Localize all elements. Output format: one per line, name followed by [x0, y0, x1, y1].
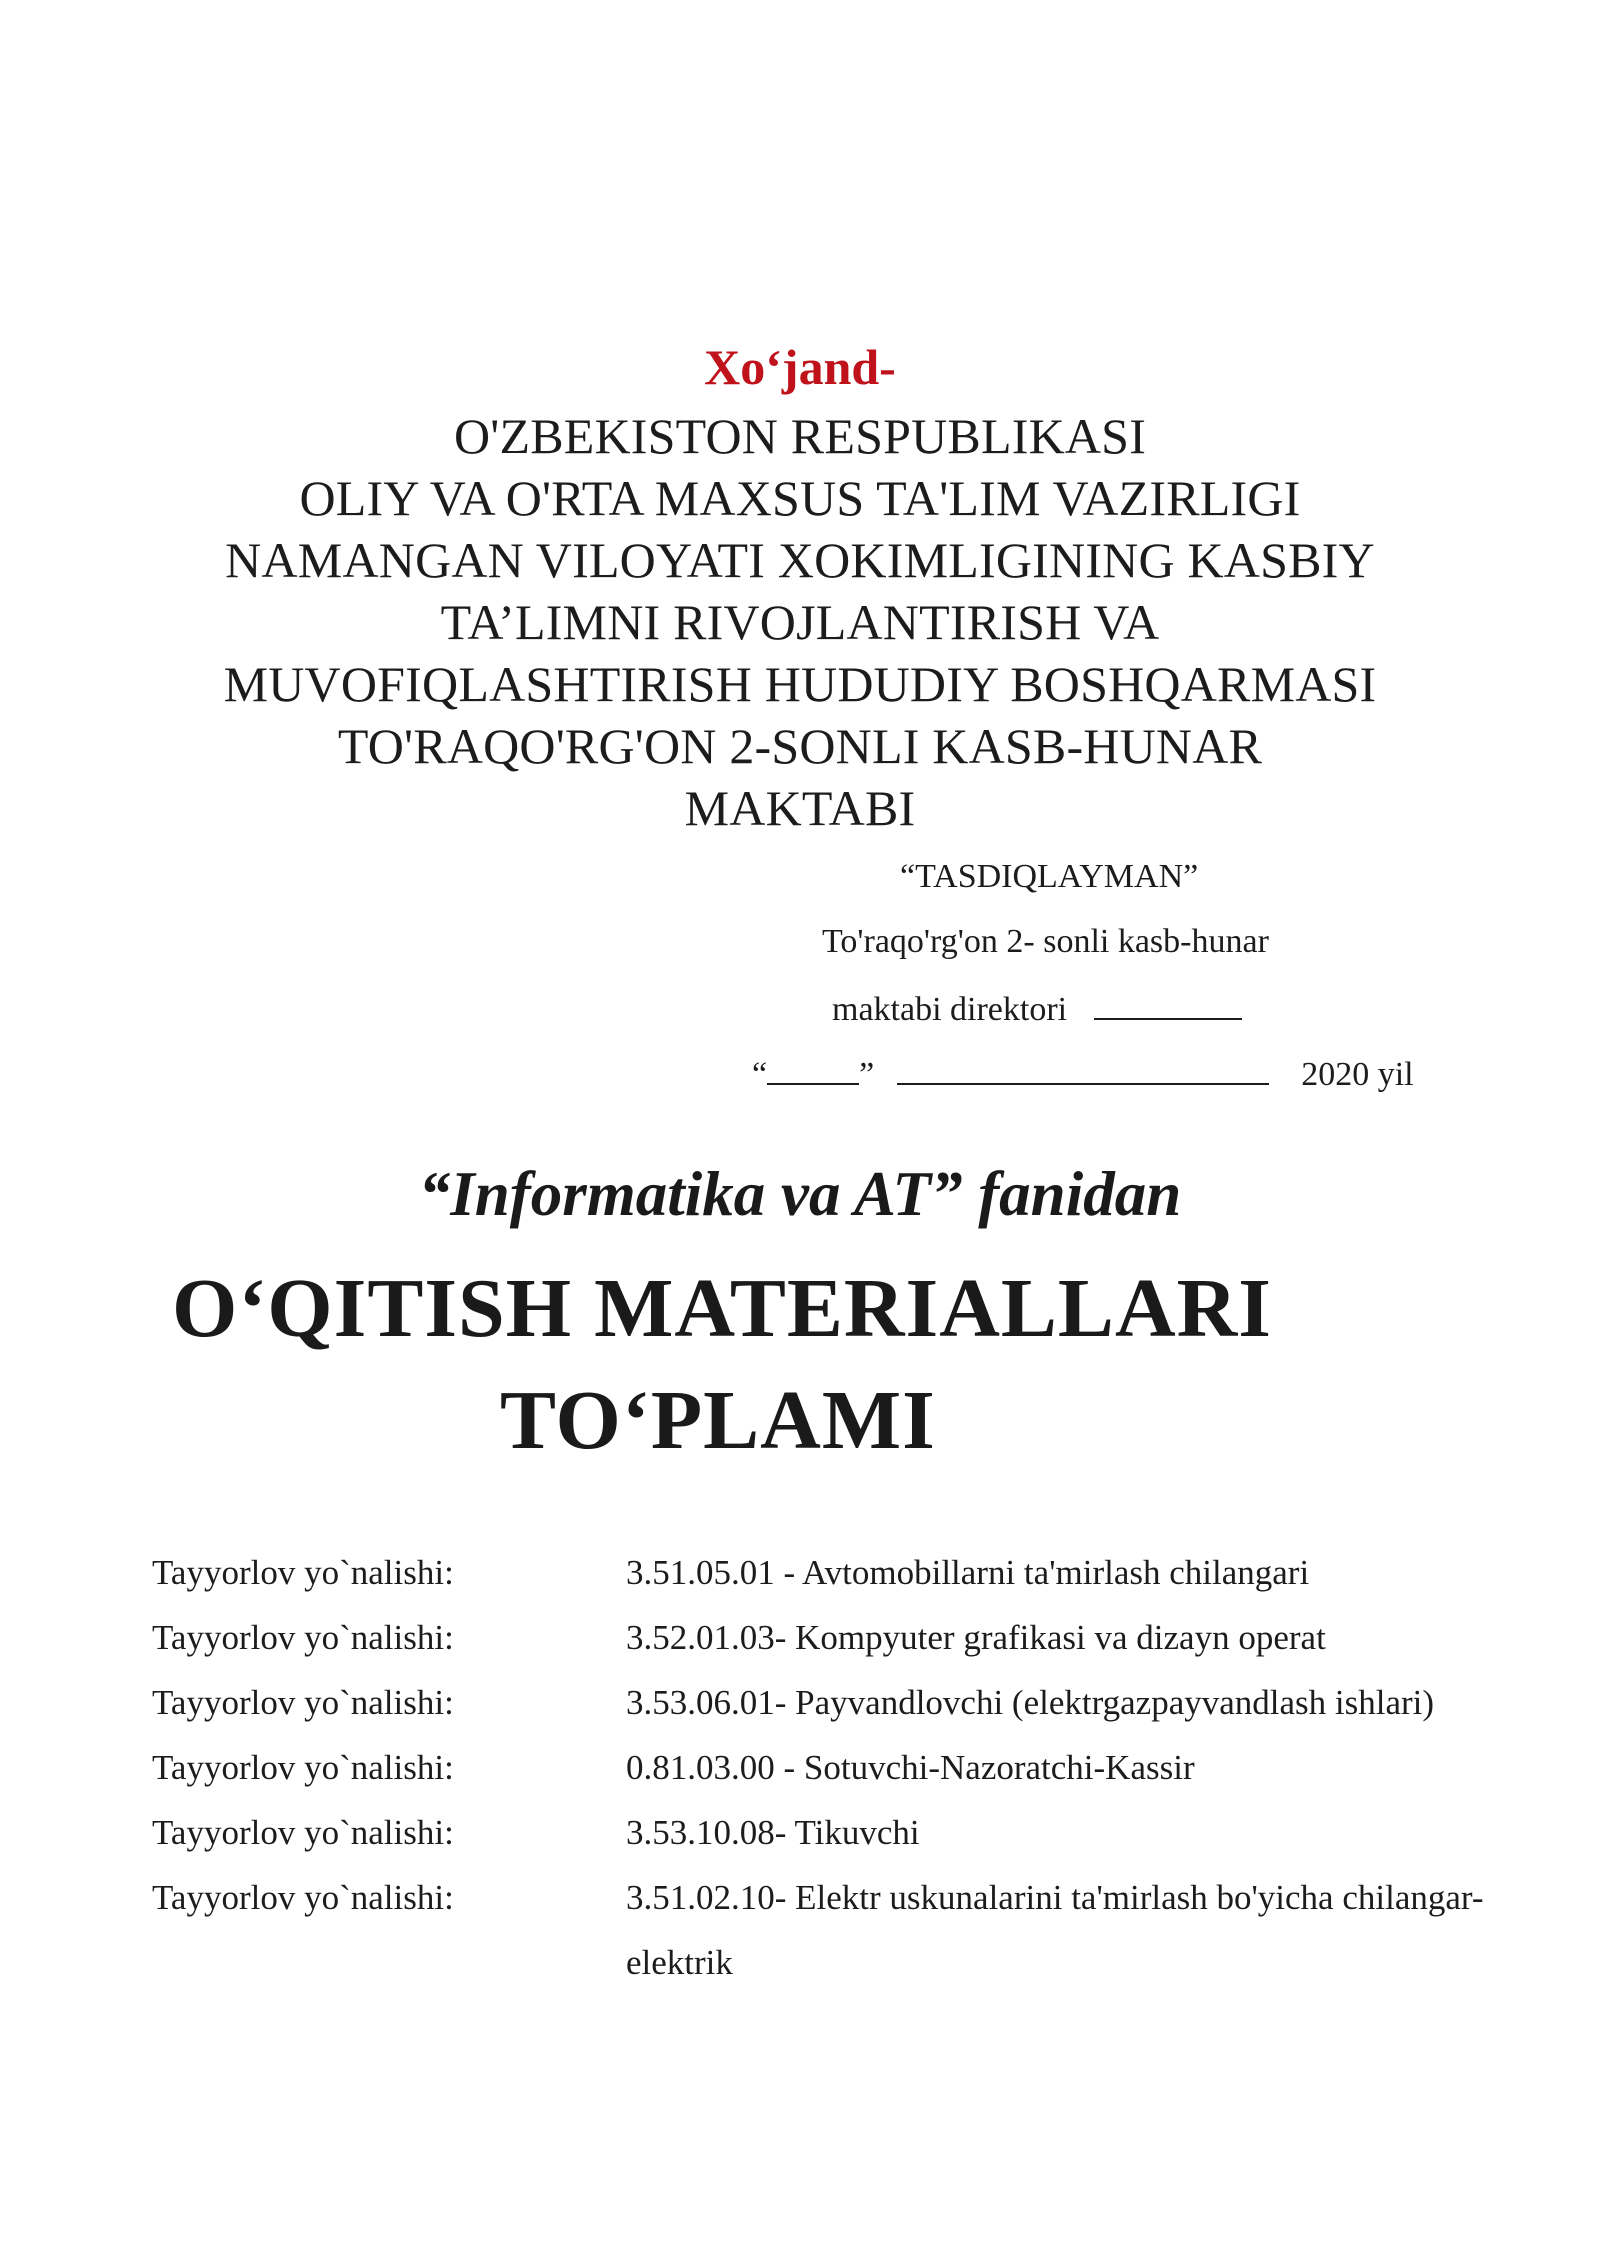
direction-value: 3.51.05.01 - Avtomobillarni ta'mirlash chilangari — [626, 1553, 1310, 1592]
approval-title: “TASDIQLAYMAN” — [900, 858, 1199, 895]
direction-label: Tayyorlov yo`nalishi: — [152, 1683, 454, 1722]
date-open-quote: “ — [752, 1056, 768, 1093]
direction-label: Tayyorlov yo`nalishi: — [152, 1748, 454, 1787]
direction-row — [152, 1540, 1492, 1605]
header-line: NAMANGAN VILOYATI XOKIMLIGINING KASBIY — [225, 532, 1375, 588]
header-line: OLIY VA O'RTA MAXSUS TA'LIM VAZIRLIGI — [299, 470, 1301, 526]
direction-row — [152, 1670, 1492, 1735]
institution-header — [0, 405, 1600, 839]
year-label: 2020 yil — [1301, 1056, 1414, 1093]
direction-value: 3.53.10.08- Tikuvchi — [626, 1813, 920, 1852]
header-line: MUVOFIQLASHTIRISH HUDUDIY BOSHQARMASI — [223, 656, 1377, 712]
stamp-text: Xo‘jand- — [704, 339, 896, 395]
direction-label: Tayyorlov yo`nalishi: — [152, 1618, 454, 1657]
day-blank — [767, 1053, 859, 1085]
header-line: TA’LIMNI RIVOJLANTIRISH VA — [440, 594, 1160, 650]
director-label: maktabi direktori — [832, 991, 1068, 1028]
document-title-line-1: O‘QITISH MATERIALLARI — [172, 1262, 1272, 1355]
direction-value: 3.53.06.01- Payvandlovchi (elektrgazpayvandlash ishlari) — [626, 1683, 1435, 1722]
direction-value: 3.52.01.03- Kompyuter grafikasi va dizayn operat — [626, 1618, 1326, 1657]
approval-line-2 — [832, 988, 1592, 1029]
direction-row — [152, 1865, 1492, 1995]
direction-row — [152, 1605, 1492, 1670]
date-close-quote: ” — [859, 1056, 875, 1093]
header-line: TO'RAQO'RG'ON 2-SONLI KASB-HUNAR — [337, 718, 1263, 774]
signature-blank — [1094, 988, 1242, 1020]
subject-title: “Informatika va AT” fanidan — [418, 1159, 1182, 1229]
direction-value: 3.51.02.10- Elektr uskunalarini ta'mirlash bo'yicha chilangar-elektrik — [626, 1878, 1484, 1982]
header-line: O'ZBEKISTON RESPUBLIKASI — [453, 408, 1147, 464]
direction-value: 0.81.03.00 - Sotuvchi-Nazoratchi-Kassir — [626, 1748, 1195, 1787]
approval-date-line — [752, 1053, 1512, 1094]
month-blank — [897, 1053, 1269, 1085]
header-line: MAKTABI — [684, 780, 916, 836]
approval-line-1: To'raqo'rg'on 2- sonli kasb-hunar — [822, 923, 1269, 960]
direction-label: Tayyorlov yo`nalishi: — [152, 1553, 454, 1592]
directions-list — [152, 1540, 1492, 1995]
direction-label: Tayyorlov yo`nalishi: — [152, 1878, 454, 1917]
direction-label: Tayyorlov yo`nalishi: — [152, 1813, 454, 1852]
document-title-line-2: TO‘PLAMI — [500, 1374, 936, 1467]
direction-row — [152, 1735, 1492, 1800]
direction-row — [152, 1800, 1492, 1865]
